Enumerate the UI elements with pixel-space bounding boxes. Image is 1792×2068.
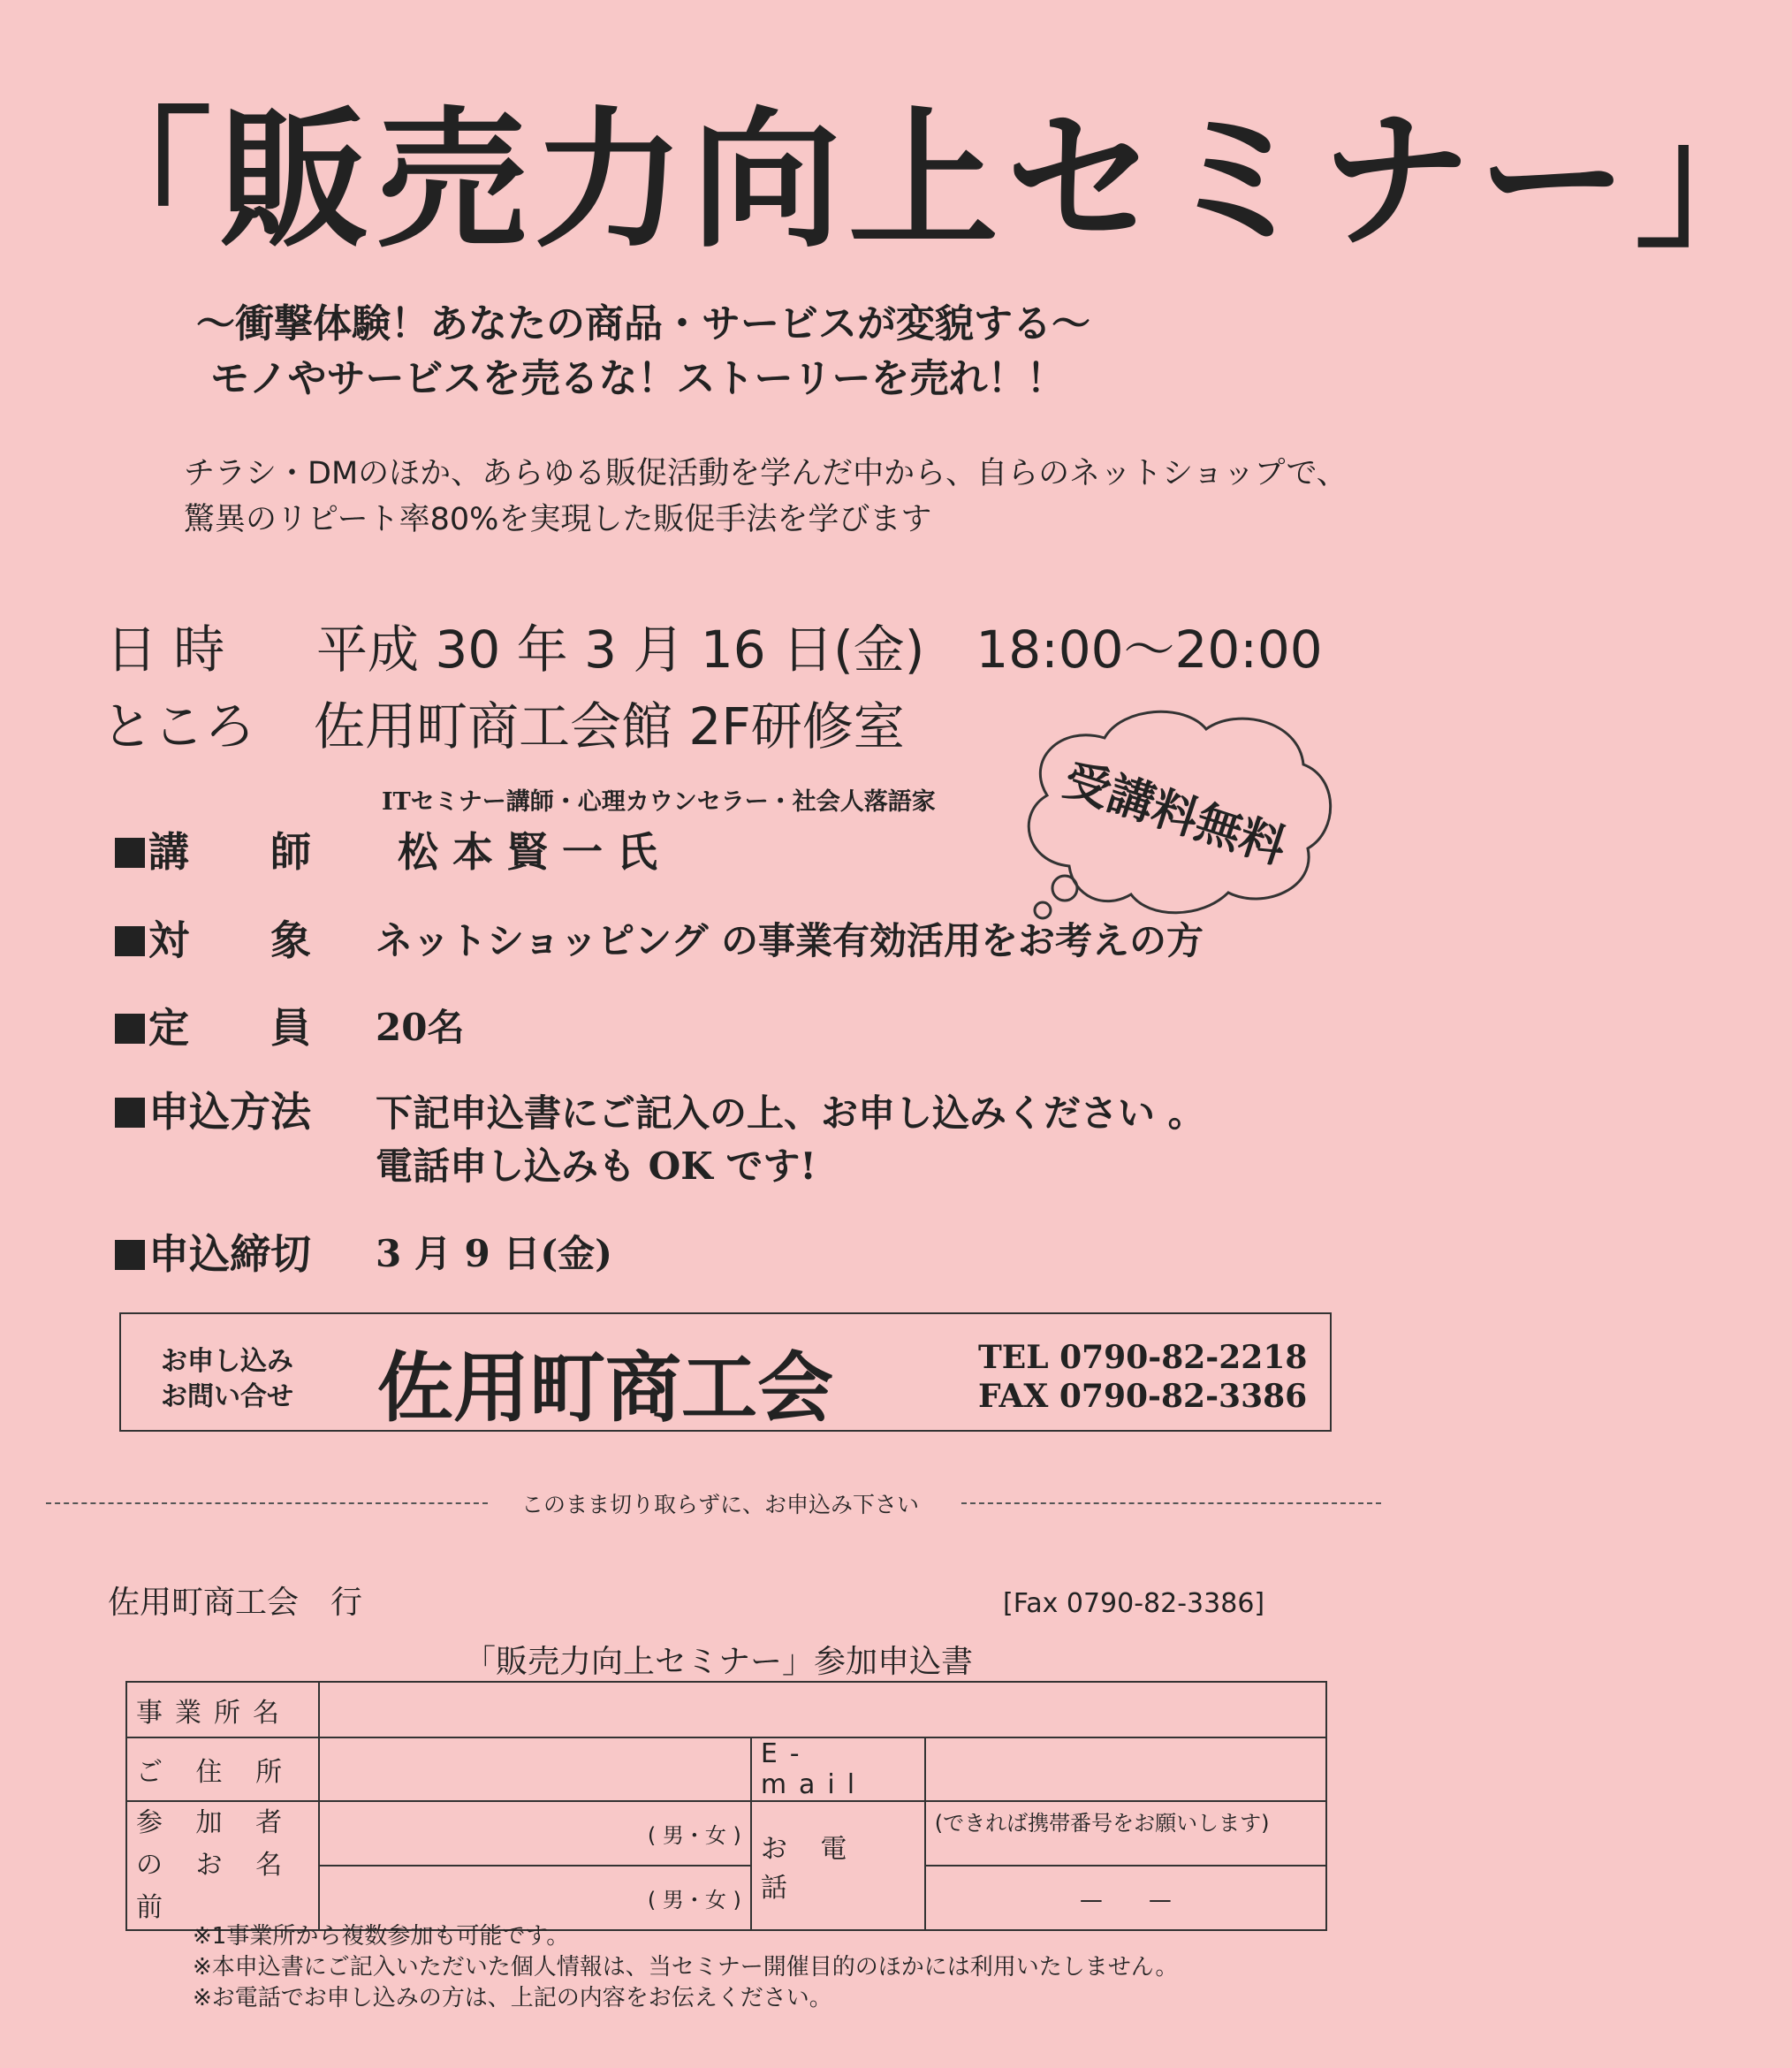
note-3: ※お電話でお申し込みの方は、上記の内容をお伝えください。 bbox=[193, 1985, 832, 2011]
square-bullet-icon bbox=[115, 1014, 145, 1044]
target-value: ネットショッピング の事業有効活用をお考えの方 bbox=[376, 919, 1204, 962]
page-title: 「販売力向上セミナー」 bbox=[62, 94, 1792, 269]
lecturer-label: 講 師 bbox=[115, 820, 311, 878]
contact-org: 佐用町商工会 bbox=[377, 1343, 833, 1433]
lecturer-title: ITセミナー講師・心理カウンセラー・社会人落語家 bbox=[382, 788, 936, 816]
square-bullet-icon bbox=[115, 1240, 145, 1270]
target-label: 対 象 bbox=[115, 909, 311, 967]
note-1: ※1事業所から複数参加も可能です。 bbox=[193, 1923, 570, 1950]
cut-line-right bbox=[961, 1502, 1381, 1504]
square-bullet-icon bbox=[115, 1098, 145, 1128]
email-label: E-mail bbox=[751, 1737, 925, 1801]
cut-line-left bbox=[46, 1502, 488, 1504]
place-value: 佐用町商工会館 2F研修室 bbox=[314, 696, 905, 756]
phone-note-cell bbox=[925, 1801, 1326, 1866]
contact-label-2: お問い合せ bbox=[161, 1381, 293, 1412]
capacity-value: 20名 bbox=[376, 1006, 465, 1049]
contact-box bbox=[119, 1312, 1332, 1432]
cloud-bubble-large bbox=[1052, 876, 1077, 901]
phone-dash: — — bbox=[1079, 1887, 1172, 1913]
deadline-label: 申込締切 bbox=[115, 1222, 311, 1281]
intro-line-2: 驚異のリピート率80%を実現した販促手法を学びます bbox=[184, 502, 932, 537]
phone-label: お 電 話 bbox=[751, 1801, 925, 1930]
method-value-1: 下記申込書にご記入の上、お申し込みください 。 bbox=[376, 1091, 1205, 1135]
square-bullet-icon bbox=[115, 926, 145, 956]
contact-fax: FAX 0790-82-3386 bbox=[978, 1378, 1308, 1415]
free-badge-text: 受講料無料 bbox=[1057, 753, 1293, 875]
gender-option-2[interactable]: ( 男・女 ) bbox=[647, 1888, 741, 1912]
address-field[interactable] bbox=[319, 1737, 751, 1801]
subtitle-2: モノやサービスを売るな！ストーリーを売れ！！ bbox=[210, 356, 1066, 401]
contact-label-1: お申し込み bbox=[161, 1346, 293, 1377]
gender-option-1[interactable]: ( 男・女 ) bbox=[647, 1823, 741, 1848]
participant-label: 参 加 者 の お 名 前 bbox=[126, 1801, 319, 1930]
address-label: ご 住 所 bbox=[126, 1737, 319, 1801]
deadline-value: 3 月 9 日(金) bbox=[376, 1232, 613, 1275]
method-value-2: 電話申し込みも OK です! bbox=[376, 1144, 816, 1188]
square-bullet-icon bbox=[115, 838, 145, 868]
form-title: 「販売力向上セミナー」参加申込書 bbox=[464, 1644, 974, 1680]
intro-line-1: チラシ・DMのほか、あらゆる販促活動を学んだ中から、自らのネットショップで、 bbox=[184, 456, 1348, 491]
business-name-label: 事業所名 bbox=[126, 1682, 319, 1737]
lecturer-value: 松 本 賢 一 氏 bbox=[398, 828, 658, 876]
free-badge-cloud bbox=[1007, 698, 1343, 928]
form-addressee: 佐用町商工会 行 bbox=[108, 1585, 363, 1621]
place-label: ところ bbox=[102, 696, 256, 756]
application-form bbox=[125, 1681, 1327, 1931]
date-label: 日 時 bbox=[106, 620, 225, 680]
note-2: ※本申込書にご記入いただいた個人情報は、当セミナー開催目的のほかには利用いたしません。 bbox=[193, 1954, 1179, 1981]
method-label: 申込方法 bbox=[115, 1080, 311, 1138]
participant-name-field-1[interactable] bbox=[319, 1801, 751, 1866]
email-field[interactable] bbox=[925, 1737, 1326, 1801]
phone-note: (できれば携帯番号をお願いします) bbox=[934, 1811, 1270, 1836]
capacity-label: 定 員 bbox=[115, 996, 311, 1054]
contact-tel: TEL 0790-82-2218 bbox=[978, 1339, 1308, 1376]
subtitle-1: 〜衝撃体験！あなたの商品・サービスが変貌する〜 bbox=[196, 301, 1090, 346]
phone-field[interactable] bbox=[925, 1866, 1326, 1930]
cutline-text: このまま切り取らずに、お申込み下さい bbox=[521, 1492, 920, 1517]
form-fax: [Fax 0790-82-3386] bbox=[1003, 1588, 1265, 1619]
date-value: 平成 30 年 3 月 16 日(金) 18:00〜20:00 bbox=[316, 620, 1323, 680]
business-name-field[interactable] bbox=[319, 1682, 1326, 1737]
